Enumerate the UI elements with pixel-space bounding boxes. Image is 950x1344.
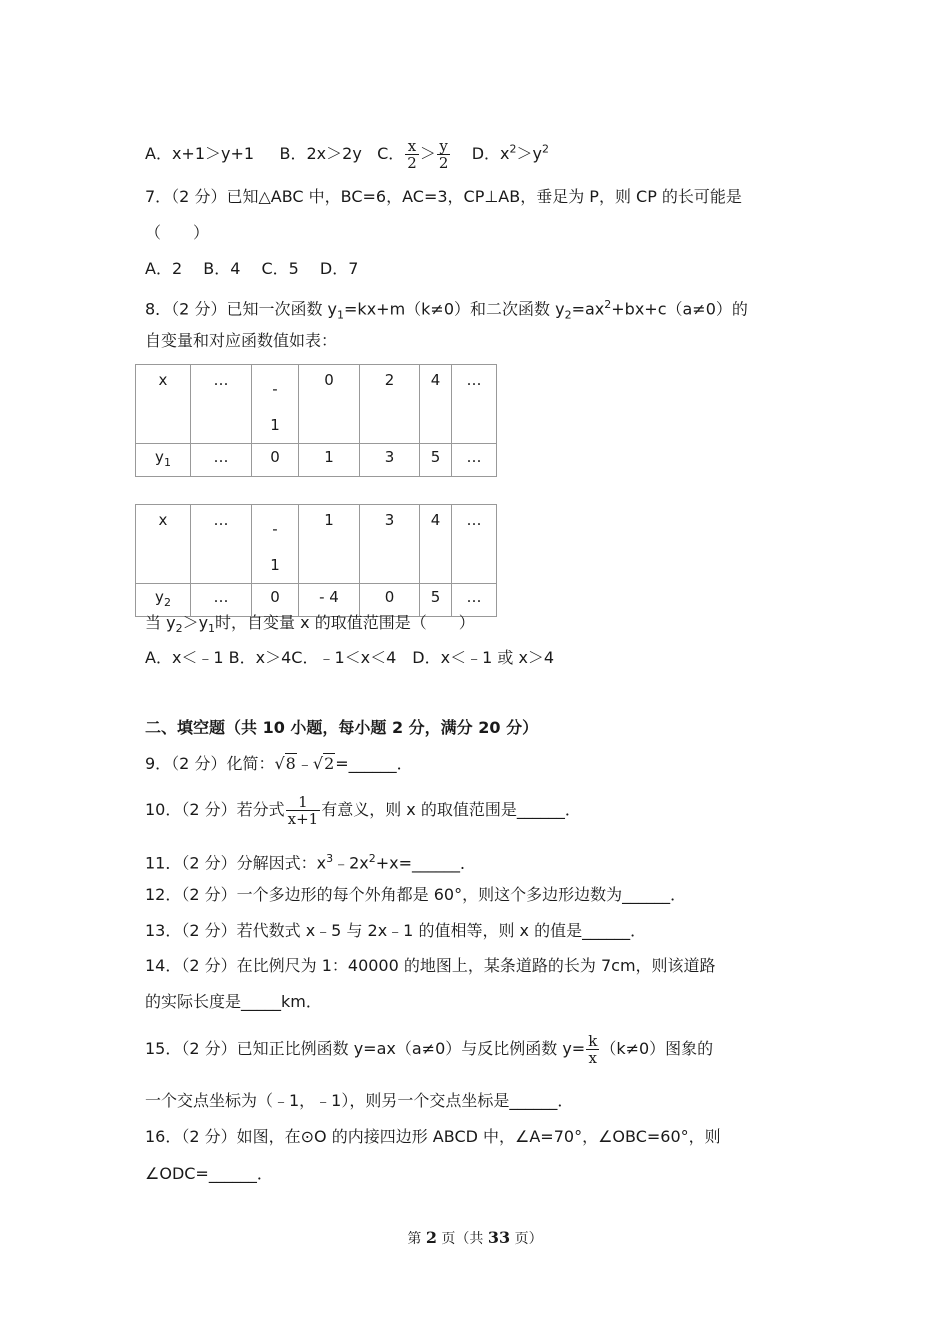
- table-cell: 4: [420, 505, 452, 584]
- table-cell: …: [452, 505, 497, 584]
- q8-stem-line1: 8．（2 分）已知一次函数 $y_1=kx+m(k\ne 0)$和二次函数 $y_2=ax^2+bx+c(a\ne 0)$的: [145, 298, 748, 322]
- q14-line2: 的实际长度是_____km．: [145, 992, 322, 1011]
- table-cell: 3: [360, 505, 420, 584]
- q6-options: [145, 138, 549, 171]
- sqrt-2: √2: [312, 754, 335, 773]
- table-cell: 0: [360, 584, 420, 617]
- q6-option-d: $x^2>y^2$: [500, 142, 549, 163]
- q6-option-c-label: C．: [377, 144, 405, 163]
- q10: 10．（2 分）若分式 $\frac{1}{x+1}$ 有意义，则 x 的取值范围是______．: [145, 793, 581, 828]
- q8-condition: 当 $y_2>y_1$时，自变量 x 的取值范围是（ ）: [145, 613, 475, 636]
- q6-option-c-rel: ＞: [419, 144, 436, 163]
- table-cell: 5: [420, 444, 452, 477]
- q12: 12．（2 分）一个多边形的每个外角都是 60°，则这个多边形边数为______．: [145, 885, 687, 904]
- q7-stem-line2: （ ）: [145, 223, 210, 242]
- table-cell: 0: [252, 444, 299, 477]
- q6-option-c-frac2: $\frac{y}{2}$: [438, 137, 449, 172]
- q8-table-linear: [135, 364, 497, 477]
- section-heading: 二、填空题（共 10 小题，每小题 2 分，满分 20 分）: [145, 718, 539, 737]
- q15-line2: 一个交点坐标为（﹣1，﹣1），则另一个交点坐标是______．: [145, 1091, 574, 1110]
- table-cell: - 1: [252, 365, 299, 444]
- table-cell: …: [191, 505, 252, 584]
- q7-stem-line1: 7．（2 分）已知△ABC 中，BC=6，AC=3，CP⊥AB，垂足为 P，则 CP 的长可能是: [145, 187, 742, 206]
- table-cell: …: [452, 444, 497, 477]
- table-cell: $y_1$: [136, 444, 191, 477]
- q11: 11．（2 分）分解因式：$x^3﹣2x^2+x=\_\_\_\_\_\_$．: [145, 852, 477, 873]
- page-total: 33: [487, 1228, 511, 1247]
- q6-option-a-label: A．: [145, 144, 172, 163]
- q15-fraction: $\frac{k}{x}$: [588, 1032, 598, 1067]
- table-cell: 5: [420, 584, 452, 617]
- q6-option-d-label: D．: [471, 144, 501, 163]
- table-cell: …: [191, 365, 252, 444]
- table-cell: 2: [360, 365, 420, 444]
- q16-line2: ∠ODC=______．: [145, 1164, 273, 1183]
- q6-option-b: 2x＞2y: [306, 144, 362, 163]
- table-cell: 1: [299, 444, 360, 477]
- table-cell: …: [452, 584, 497, 617]
- table-cell: x: [136, 505, 191, 584]
- q8-stem-line2: 自变量和对应函数值如表：: [145, 331, 338, 350]
- table-cell: $y_2$: [136, 584, 191, 617]
- table-cell: - 4: [299, 584, 360, 617]
- table-cell: …: [191, 584, 252, 617]
- page-footer: 第 2 页（共 33 页）: [407, 1228, 543, 1247]
- q6-option-b-label: B．: [279, 144, 307, 163]
- q15-line1: 15．（2 分）已知正比例函数 y=ax（a≠0）与反比例函数 y= $\frac{k}{x}$ （k≠0）图象的: [145, 1032, 714, 1067]
- table-cell: 4: [420, 365, 452, 444]
- q10-fraction: $\frac{1}{x+1}$: [287, 793, 319, 828]
- q13: 13．（2 分）若代数式 x﹣5 与 2x﹣1 的值相等，则 x 的值是______．: [145, 921, 647, 940]
- q6-option-c-frac1: $\frac{x}{2}$: [407, 137, 417, 172]
- table-cell: …: [452, 365, 497, 444]
- q16-line1: 16．（2 分）如图，在⊙O 的内接四边形 ABCD 中，∠A=70°，∠OBC=60°，则: [145, 1127, 721, 1146]
- table-cell: …: [191, 444, 252, 477]
- q6-option-a: x+1＞y+1: [171, 144, 255, 163]
- table-cell: 3: [360, 444, 420, 477]
- sqrt-8: √8: [274, 754, 296, 773]
- q9: 9．（2 分）化简：√8﹣√2=______．: [145, 754, 413, 773]
- table-cell: x: [136, 365, 191, 444]
- q8-options: A．x＜﹣1 B．x＞4C．﹣1＜x＜4 D．x＜﹣1 或 x＞4: [145, 648, 555, 667]
- page-number: 2: [425, 1228, 437, 1247]
- q8-table-quadratic: [135, 504, 497, 617]
- table-cell: - 1: [252, 505, 299, 584]
- q14-line1: 14．（2 分）在比例尺为 1：40000 的地图上，某条道路的长为 7cm，则该道路: [145, 956, 716, 975]
- table-cell: 0: [252, 584, 299, 617]
- q7-options: A．2 B．4 C．5 D．7: [145, 259, 359, 278]
- table-cell: 1: [299, 505, 360, 584]
- table-cell: 0: [299, 365, 360, 444]
